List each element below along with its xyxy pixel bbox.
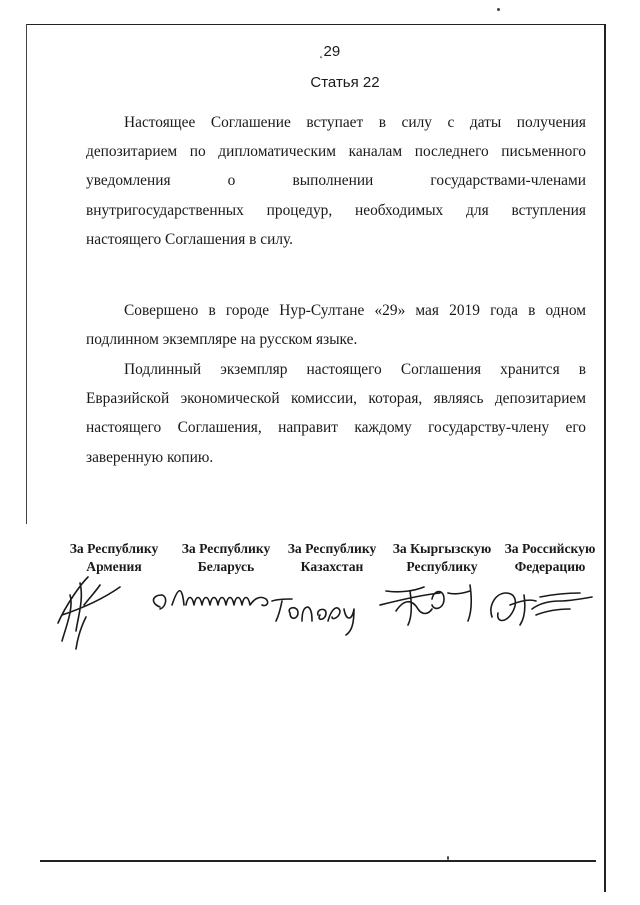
entry-into-force-paragraph: Настоящее Соглашение вступает в силу с даты получения депозитарием по дипломатическим каналам последнего письменного уведомления о выполнении государствами-членами внутригосударственных процедур, необходимых для вступления настоящего Соглашения в силу.	[86, 114, 586, 248]
signatory-kyrgyzstan: За Кыргызскую Республику	[392, 541, 492, 574]
signature-armenia	[58, 577, 120, 649]
done-at-paragraph: Совершено в городе Нур-Султане «29» мая 2019 года в одном подлинном экземпляре на русском языке.	[86, 302, 586, 349]
page-frame-top-line	[26, 24, 606, 25]
page-number: ˛29	[319, 43, 341, 60]
signature-russia	[491, 593, 592, 625]
page-frame-bottom-line	[40, 860, 596, 862]
page-frame-right-line	[604, 24, 606, 892]
handwritten-signatures	[40, 565, 605, 665]
signature-kazakhstan	[272, 599, 354, 635]
signatory-armenia: За Республику Армения	[69, 541, 159, 574]
signature-belarus	[153, 591, 267, 609]
signatory-belarus: За Республику Беларусь	[181, 541, 271, 574]
depositary-paragraph: Подлинный экземпляр настоящего Соглашения хранится в Евразийской экономической комиссии, которая, являясь депозитарием настоящего Соглашения, направит каждому государству-члену его заверенную копию.	[86, 361, 586, 466]
signatory-kazakhstan: За Республику Казахстан	[287, 541, 377, 574]
scan-speck	[497, 8, 500, 11]
page-frame-left-line	[26, 24, 27, 524]
signatory-russia: За Российскую Федерацию	[504, 541, 596, 574]
article-title: Статья 22	[310, 74, 380, 91]
signature-kyrgyzstan	[380, 585, 471, 625]
scan-speck	[447, 856, 449, 860]
